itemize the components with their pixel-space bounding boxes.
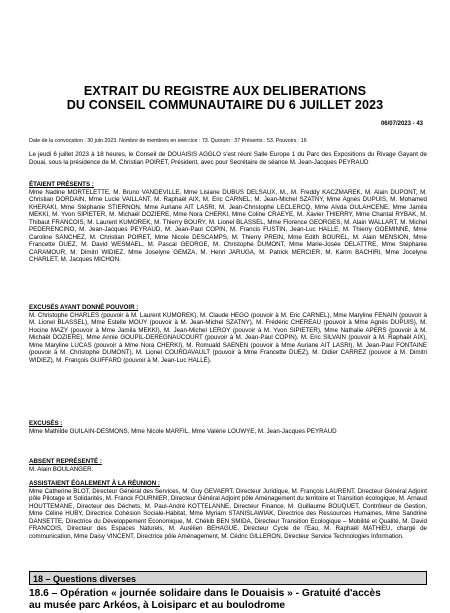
convocation-meta: Date de la convocation : 30 juin 2023. Nombre de membres en exercice : 73. Quorum : 37 Présents : 53. Pouvoirs : 16 [29, 138, 307, 144]
assisting-heading: ASSISTAIENT ÉGALEMENT À LA RÉUNION : [29, 480, 160, 487]
assisting-text: Mme Catherine BLOT, Directeur Général des Services, M. Guy GEVAERT, Directeur Juridique, M. François LAURENT, Directeur Général Adjoint pôle Pilotage et Solidarités, M. Franck FOURNIER, Directeur Général Adjoint pôle Aménagement du territoire et Transition écologique, M. Arnaud HOUTTEMANE, Directeur des Déchets, M. Paul-André KOTTELANNE, Directeur Finance, M. Guillaume BOUQUET, Contrôleur de Gestion, Mme Céline HUBY, Directrice Cohésion Sociale-Habitat, Mme Myriam STANISLAWIAK, Directrice des Ressources Humaines, Mme Sandrine DANSETTE, Directrice du Développement Economique, M. Chékib BEN SMIDA, Directeur Transition Ecologique – Mobilité et Qualité, M. David FRANCOIS, Directeur des Espaces Naturels, M. Aurélien BEHAGUE, Directeur Cycle de l'Eau, M. Raphaël MATHIEU, chargé de communication, Mme Daisy VINCENT, Directrice pôle Aménagement, M. Cédric GILLERON, Directeur Service Technologies Information. [29, 487, 427, 540]
deliberation-reference: 06/07/2023 - 43 [380, 121, 423, 127]
excused-text: Mme Mathilde GUILAIN-DESMONS, Mme Nicole MARFIL, Mme Valérie LOUWYE, M. Jean-Jacques PEYRAUD [29, 427, 337, 435]
document-title-line1: EXTRAIT DU REGISTRE AUX DELIBERATIONS [83, 84, 367, 98]
absent-text: M. Alain BOULANGER. [29, 465, 94, 473]
excused-heading: EXCUSÉS : [29, 420, 63, 427]
excused-proxy-list [29, 312, 427, 365]
present-text: Mme Nadine MORTELETTE, M. Bruno VANDEVILLE, Mme Lisiane DUBUS DELSAUX, M., M. Freddy KACZMAREK, M. Alain DUPONT, M. Christian DORDAIN, Mme Lucie VAILLANT, M. Raphaël AIX, M. Eric CARNEL, M. Jean-Michel SZATNY, Mme Agnès DUPUIS, M. Mohamed KHERAKI, Mme Stéphanie STIERNON, Mme Auriane AIT LASRI, M. Jean-Christophe LECLERCQ, Mme Aïvda OULAHCENE, Mme Jamila MEKKI, M. Yvon SIPIETER, M. Michaël DOZIERE, Mme Nora CHERKI, Mme Coline CRAEYE, M. Xavier THIERRY, Mme Chantal RYBAK, M. Thibaut FRANCOIS, M. Laurent KUMOREK, M. Thierry BOURY, M. Lionel BLASSEL, Mme Florence GEORGES, M. Alain WALLART, M. Michel PEDERENCINO, M. Jean-Jacques PEYRAUD, M. Jean-Paul COPIN, M. Francis FUSTIN, Jean-Luc HALLE, M. Thierry GOEMINNE, Mme Caroline SANCHEZ, M. Christian POIRET, Mme Nicole DESCAMPS, M. Thierry PREIN, Mme Edith BOUREL, M. Alain MENSION, Mme Francette DUEZ, M. David WESMAEL, M. Pascal GEORGE, M. Christophe DUMONT, Mme Marie-Josée DELATTRE, Mme Stéphanie CARAMOUR, M. Dimitri WIDIEZ, Mme Joselyne GEMZA, M. Henri JARUGA, M. Patrick MERCIER, M. Karim BACHIRI, Mme Jocelyne CHARLET, M. Jacques MICHON. [29, 188, 427, 264]
intro-text: Le jeudi 6 juillet 2023 à 18 heures, le Conseil de DOUAISIS AGGLO s'est réuni Salle Europe 1 du Parc des Expositions du Rivage Gayant de Douai, sous la présidence de M. Christian POIRET, Président, avec pour Secrétaire de séance M. Jean-Jacques PEYRAUD [29, 151, 427, 166]
excused-proxy-heading: EXCUSÉS AYANT DONNÉ POUVOIR : [29, 304, 139, 311]
section-header-bar [29, 571, 427, 585]
excused-list [29, 428, 427, 436]
absent-list [29, 466, 427, 474]
document-title-line2: DU CONSEIL COMMUNAUTAIRE DU 6 JUILLET 2023 [66, 98, 384, 112]
present-list [29, 189, 427, 264]
excused-proxy-text: M. Christophe CHARLES (pouvoir à M. Laurent KUMOREK), M. Claude HEGO (pouvoir à M. Eric CARNEL), Mme Maryline FENAIN (pouvoir à M. Lionel BLASSEL), Mme Estelle MOUY (pouvoir à M. Jean-Michel SZATNY), M. Frédéric CHEREAU (pouvoir à Mme Agnès DUPUIS), M. Hocine MAZY (pouvoir à Mme Jamila MEKKI), M. Jean-Michel LEROY (pouvoir à M. Yvon SIPIETER), Mme Nathalie APERS (pouvoir à M. Michaël DOZIERE), Mme Annie GOUPIL-DEREGNAUCOURT (pouvoir à M. Jean-Paul COPIN), M. Eric SILVAIN (pouvoir à M. Raphaël AIX), Mme Maryline LUCAS (pouvoir à Mme Nora CHERKI), M. Romuald SAENEN (pouvoir à Mme Auriane AIT LASRI), M. Jean-Paul FONTAINE (pouvoir à M. Christophe DUMONT), M. Lionel COURDAVAULT (pouvoir à Mme Francette DUEZ), M. Didier CARREZ (pouvoir à M. Dimitri WIDIEZ), M. François GUIFFARD (pouvoir à M. Jean-Luc HALLÉ). [29, 311, 427, 364]
assisting-list [29, 488, 427, 541]
absent-heading: ABSENT REPRÉSENTÉ : [29, 458, 102, 465]
section-title: 18 – Questions diverses [33, 573, 137, 584]
meeting-intro [29, 151, 427, 166]
present-heading: ÉTAIENT PRÉSENTS : [29, 181, 94, 188]
item-title-line1: 18.6 – Opération « journée solidaire dans le Douaisis » - Gratuité d'accès [29, 588, 381, 599]
item-title-line2: au musée parc Arkéos, à Loisiparc et au boulodrome [29, 600, 286, 611]
